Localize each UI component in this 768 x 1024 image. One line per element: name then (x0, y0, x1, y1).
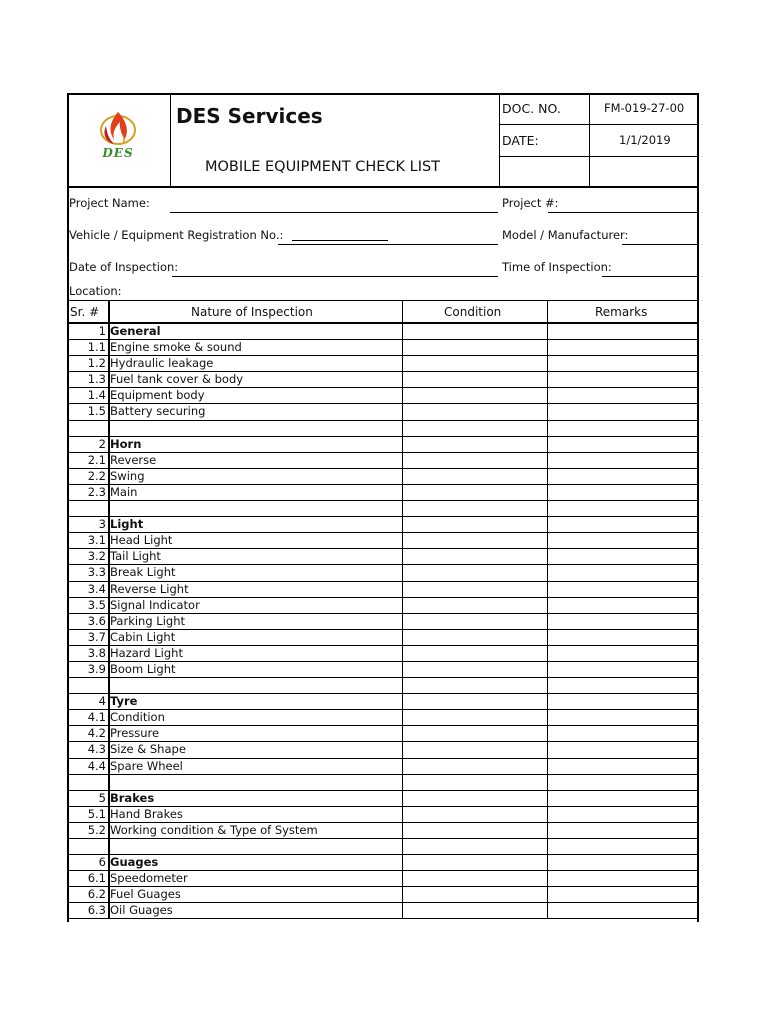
table-row (68, 630, 699, 646)
table-row (68, 807, 699, 823)
condition-cell[interactable] (402, 791, 548, 806)
inspection-item: Boom Light (110, 661, 176, 676)
remarks-cell[interactable] (547, 630, 698, 645)
docno-divider (589, 93, 590, 186)
sr-number (68, 421, 106, 436)
table-row (68, 662, 699, 678)
section-title: Light (110, 517, 144, 532)
inspection-item: Fuel Guages (110, 887, 181, 902)
sr-number: 2 (98, 436, 106, 451)
remarks-cell[interactable] (547, 356, 698, 371)
condition-cell[interactable] (402, 582, 548, 597)
table-row (68, 404, 699, 420)
sr-number: 3.7 (87, 629, 106, 644)
inspection-item: Main (110, 484, 138, 499)
remarks-cell[interactable] (547, 388, 698, 403)
vehicle-reg-label: Vehicle / Equipment Registration No.: (69, 228, 284, 242)
remarks-cell[interactable] (547, 501, 698, 516)
nature-cell (108, 469, 403, 484)
inspection-item: Fuel tank cover & body (110, 372, 244, 387)
inspection-item: Break Light (110, 565, 176, 580)
remarks-cell[interactable] (547, 324, 698, 339)
project-no-field[interactable] (548, 212, 698, 213)
section-row (68, 791, 699, 807)
table-row (68, 614, 699, 630)
table-row (68, 742, 699, 758)
table-row (68, 903, 699, 919)
remarks-cell[interactable] (547, 517, 698, 532)
nature-cell (108, 678, 403, 693)
table-row (68, 485, 699, 501)
company-name: DES Services (176, 104, 323, 128)
inspection-item: Equipment body (110, 388, 205, 403)
date-inspection-label: Date of Inspection: (69, 260, 179, 274)
remarks-cell[interactable] (547, 614, 698, 629)
model-label: Model / Manufacturer: (502, 228, 629, 242)
remarks-cell[interactable] (547, 485, 698, 500)
condition-cell[interactable] (402, 485, 548, 500)
inspection-item: Cabin Light (110, 629, 176, 644)
project-name-label: Project Name: (69, 196, 150, 210)
sr-number: 4 (98, 694, 106, 709)
sr-number: 3.2 (87, 549, 106, 564)
condition-cell[interactable] (402, 694, 548, 709)
remarks-cell[interactable] (547, 839, 698, 854)
inspection-item: Oil Guages (110, 903, 173, 918)
inspection-item: Parking Light (110, 613, 185, 628)
inspection-item: Hydraulic leakage (110, 356, 214, 371)
spacer-row (68, 775, 699, 791)
condition-cell[interactable] (402, 871, 548, 886)
table-row (68, 871, 699, 887)
date-line (499, 156, 699, 157)
sr-number (68, 678, 106, 693)
condition-cell[interactable] (402, 630, 548, 645)
condition-cell[interactable] (402, 501, 548, 516)
remarks-cell[interactable] (547, 855, 698, 870)
col-divider-2 (402, 300, 403, 324)
remarks-cell[interactable] (547, 759, 698, 774)
inspection-item: Size & Shape (110, 742, 186, 757)
table-row (68, 759, 699, 775)
sr-number: 3.8 (87, 645, 106, 660)
nature-cell (108, 839, 403, 854)
spacer-row (68, 839, 699, 855)
inspection-item: Condition (110, 710, 165, 725)
section-row (68, 324, 699, 340)
inspection-item: Head Light (110, 533, 173, 548)
location-label: Location: (69, 284, 122, 298)
inspection-item: Swing (110, 468, 145, 483)
condition-cell[interactable] (402, 726, 548, 741)
condition-cell[interactable] (402, 759, 548, 774)
sr-number (68, 775, 106, 790)
condition-cell[interactable] (402, 839, 548, 854)
condition-cell[interactable] (402, 324, 548, 339)
condition-cell[interactable] (402, 517, 548, 532)
condition-cell[interactable] (402, 437, 548, 452)
sr-number: 3.3 (87, 565, 106, 580)
condition-cell[interactable] (402, 742, 548, 757)
sr-number: 4.4 (87, 758, 106, 773)
sr-number: 6.3 (87, 903, 106, 918)
sr-number: 4.3 (87, 742, 106, 757)
condition-cell[interactable] (402, 855, 548, 870)
condition-cell[interactable] (402, 533, 548, 548)
section-row (68, 437, 699, 453)
condition-cell[interactable] (402, 565, 548, 580)
condition-cell[interactable] (402, 404, 548, 419)
remarks-cell[interactable] (547, 662, 698, 677)
spacer-row (68, 678, 699, 694)
remarks-cell[interactable] (547, 646, 698, 661)
remarks-cell[interactable] (547, 678, 698, 693)
docno-line (499, 124, 699, 125)
company-logo (92, 108, 144, 164)
sr-number: 5 (98, 790, 106, 805)
sr-number: 3.4 (87, 581, 106, 596)
table-header (67, 300, 699, 324)
condition-cell[interactable] (402, 453, 548, 468)
inspection-item: Hazard Light (110, 645, 183, 660)
table-row (68, 388, 699, 404)
header-bottom-line (67, 186, 699, 188)
sr-number: 1.5 (87, 404, 106, 419)
table-row (68, 710, 699, 726)
sr-number: 3 (98, 517, 106, 532)
table-row (68, 372, 699, 388)
remarks-cell[interactable] (547, 582, 698, 597)
condition-cell[interactable] (402, 662, 548, 677)
remarks-cell[interactable] (547, 887, 698, 902)
sr-number: 2.3 (87, 484, 106, 499)
condition-cell[interactable] (402, 903, 548, 918)
sr-number: 1.2 (87, 356, 106, 371)
nature-cell (108, 694, 403, 709)
sr-number: 6.1 (87, 871, 106, 886)
sr-number: 5.1 (87, 806, 106, 821)
condition-cell[interactable] (402, 356, 548, 371)
model-field[interactable] (622, 244, 698, 245)
condition-cell[interactable] (402, 598, 548, 613)
table-row (68, 356, 699, 372)
sr-number: 2.1 (87, 452, 106, 467)
spacer-row (68, 501, 699, 517)
vehicle-reg-field[interactable] (292, 240, 388, 241)
col-condition: Condition (444, 305, 502, 319)
remarks-cell[interactable] (547, 549, 698, 564)
logo-text: DES (102, 146, 134, 160)
sr-number: 1.1 (87, 340, 106, 355)
section-row (68, 517, 699, 533)
date-label: DATE: (502, 133, 539, 148)
nature-cell (108, 517, 403, 532)
condition-cell[interactable] (402, 340, 548, 355)
condition-cell[interactable] (402, 678, 548, 693)
condition-cell[interactable] (402, 421, 548, 436)
table-row (68, 887, 699, 903)
remarks-cell[interactable] (547, 533, 698, 548)
inspection-item: Working condition & Type of System (110, 822, 318, 837)
inspection-table (68, 324, 699, 919)
sr-number: 2.2 (87, 468, 106, 483)
sr-number (68, 839, 106, 854)
remarks-cell[interactable] (547, 823, 698, 838)
date-value: 1/1/2019 (619, 133, 671, 147)
time-inspection-field[interactable] (602, 276, 698, 277)
remarks-cell[interactable] (547, 404, 698, 419)
sr-number: 5.2 (87, 822, 106, 837)
sr-number: 3.1 (87, 533, 106, 548)
remarks-cell[interactable] (547, 565, 698, 580)
condition-cell[interactable] (402, 549, 548, 564)
remarks-cell[interactable] (547, 453, 698, 468)
sr-number: 6.2 (87, 887, 106, 902)
spacer-row (68, 421, 699, 437)
inspection-item: Battery securing (110, 404, 206, 419)
inspection-item: Reverse Light (110, 581, 189, 596)
condition-cell[interactable] (402, 775, 548, 790)
table-row (68, 549, 699, 565)
sr-number: 3.5 (87, 597, 106, 612)
col-divider-1 (108, 300, 110, 324)
date-inspection-field[interactable] (172, 276, 498, 277)
remarks-cell[interactable] (547, 903, 698, 918)
remarks-cell[interactable] (547, 469, 698, 484)
doc-no-label: DOC. NO. (502, 101, 561, 116)
condition-cell[interactable] (402, 807, 548, 822)
nature-cell (108, 501, 403, 516)
table-row (68, 469, 699, 485)
condition-cell[interactable] (402, 388, 548, 403)
inspection-item: Pressure (110, 726, 160, 741)
table-row (68, 533, 699, 549)
remarks-cell[interactable] (547, 437, 698, 452)
condition-cell[interactable] (402, 646, 548, 661)
sr-number (68, 501, 106, 516)
condition-cell[interactable] (402, 710, 548, 725)
col-sr: Sr. # (70, 305, 100, 319)
sr-number: 6 (98, 855, 106, 870)
inspection-item: Spare Wheel (110, 758, 183, 773)
col-divider-3 (547, 300, 548, 324)
inspection-item: Reverse (110, 452, 157, 467)
table-row (68, 726, 699, 742)
sr-number: 1 (98, 324, 106, 338)
remarks-cell[interactable] (547, 372, 698, 387)
condition-cell[interactable] (402, 614, 548, 629)
table-row (68, 582, 699, 598)
col-nature: Nature of Inspection (191, 305, 313, 319)
remarks-cell[interactable] (547, 340, 698, 355)
table-row (68, 646, 699, 662)
condition-cell[interactable] (402, 823, 548, 838)
table-row (68, 565, 699, 581)
remarks-cell[interactable] (547, 742, 698, 757)
condition-cell[interactable] (402, 372, 548, 387)
section-row (68, 694, 699, 710)
remarks-cell[interactable] (547, 871, 698, 886)
inspection-item: Tail Light (110, 549, 161, 564)
section-title: General (110, 324, 161, 338)
remarks-cell[interactable] (547, 598, 698, 613)
vehicle-reg-underline (278, 244, 498, 245)
inspection-item: Hand Brakes (110, 806, 183, 821)
title-divider (499, 93, 500, 186)
project-name-field[interactable] (170, 212, 498, 213)
project-no-label: Project #: (502, 196, 559, 210)
inspection-item: Signal Indicator (110, 597, 200, 612)
nature-cell (108, 485, 403, 500)
section-title: Guages (110, 855, 159, 870)
remarks-cell[interactable] (547, 807, 698, 822)
col-remarks: Remarks (595, 305, 648, 319)
remarks-cell[interactable] (547, 694, 698, 709)
form-title: MOBILE EQUIPMENT CHECK LIST (205, 159, 441, 175)
sr-number: 4.2 (87, 726, 106, 741)
remarks-cell[interactable] (547, 421, 698, 436)
sr-number: 3.9 (87, 661, 106, 676)
remarks-cell[interactable] (547, 726, 698, 741)
doc-no-value: FM-019-27-00 (604, 101, 685, 115)
nature-cell (108, 421, 403, 436)
table-row (68, 340, 699, 356)
table-row (68, 823, 699, 839)
section-title: Tyre (110, 694, 138, 709)
table-row (68, 598, 699, 614)
time-inspection-label: Time of Inspection: (502, 260, 612, 274)
sr-number: 4.1 (87, 710, 106, 725)
condition-cell[interactable] (402, 469, 548, 484)
condition-cell[interactable] (402, 887, 548, 902)
remarks-cell[interactable] (547, 791, 698, 806)
remarks-cell[interactable] (547, 710, 698, 725)
table-row (68, 453, 699, 469)
sr-number: 1.4 (87, 388, 106, 403)
section-row (68, 855, 699, 871)
inspection-item: Speedometer (110, 871, 188, 886)
nature-cell (108, 775, 403, 790)
nature-cell (108, 437, 403, 452)
sr-number: 3.6 (87, 613, 106, 628)
section-title: Brakes (110, 790, 155, 805)
sr-number: 1.3 (87, 372, 106, 387)
inspection-item: Engine smoke & sound (110, 340, 242, 355)
logo-divider (170, 93, 171, 186)
section-title: Horn (110, 436, 142, 451)
remarks-cell[interactable] (547, 775, 698, 790)
